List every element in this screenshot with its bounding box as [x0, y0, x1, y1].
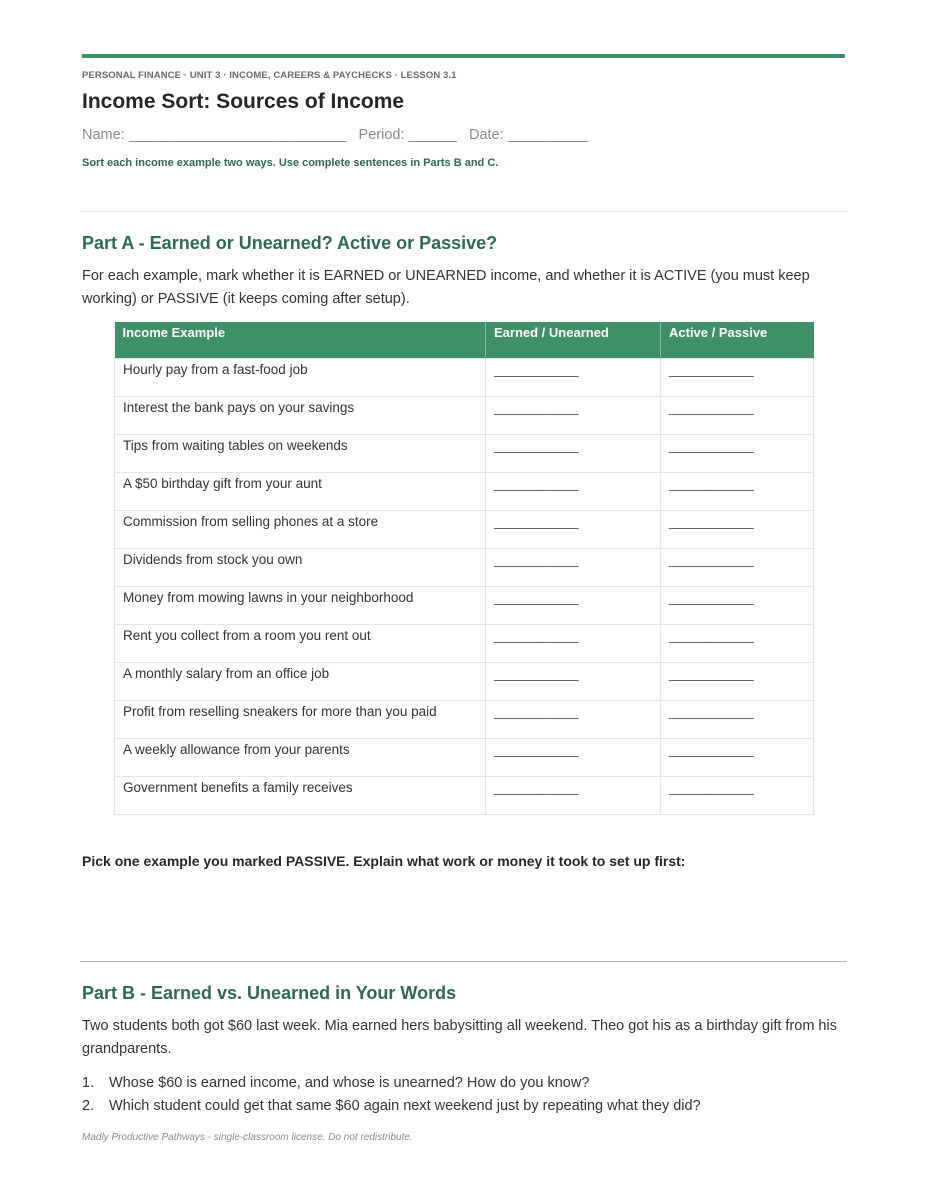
active-passive-blank[interactable]: ____________ — [661, 587, 814, 625]
page-title: Income Sort: Sources of Income — [82, 90, 405, 113]
table-row — [115, 473, 814, 511]
license-footer: Madly Productive Pathways - single-classroom license. Do not redistribute. — [82, 1132, 413, 1143]
active-passive-blank[interactable]: ____________ — [661, 625, 814, 663]
question-number: 1. — [82, 1075, 95, 1091]
column-header-earned-unearned: Earned / Unearned — [486, 322, 661, 359]
earned-unearned-blank[interactable]: ____________ — [486, 435, 661, 473]
income-example: A weekly allowance from your parents — [115, 739, 486, 777]
active-passive-blank[interactable]: ____________ — [661, 359, 814, 397]
income-example: A $50 birthday gift from your aunt — [115, 473, 486, 511]
list-item — [82, 1072, 842, 1095]
earned-unearned-blank[interactable]: ____________ — [486, 549, 661, 587]
income-example: Hourly pay from a fast-food job — [115, 359, 486, 397]
table-row — [115, 701, 814, 739]
earned-unearned-blank[interactable]: ____________ — [486, 739, 661, 777]
part-b-heading: Part B - Earned vs. Unearned in Your Words — [82, 983, 457, 1003]
active-passive-blank[interactable]: ____________ — [661, 397, 814, 435]
table-header-row — [115, 322, 814, 359]
active-passive-blank[interactable]: ____________ — [661, 777, 814, 815]
table-row — [115, 435, 814, 473]
table-row — [115, 663, 814, 701]
earned-unearned-blank[interactable]: ____________ — [486, 701, 661, 739]
table-row — [115, 359, 814, 397]
active-passive-blank[interactable]: ____________ — [661, 511, 814, 549]
earned-unearned-blank[interactable]: ____________ — [486, 587, 661, 625]
income-example: A monthly salary from an office job — [115, 663, 486, 701]
active-passive-blank[interactable]: ____________ — [661, 549, 814, 587]
income-example: Dividends from stock you own — [115, 549, 486, 587]
income-example: Money from mowing lawns in your neighborhood — [115, 587, 486, 625]
income-example: Interest the bank pays on your savings — [115, 397, 486, 435]
active-passive-blank[interactable]: ____________ — [661, 473, 814, 511]
earned-unearned-blank[interactable]: ____________ — [486, 473, 661, 511]
earned-unearned-blank[interactable]: ____________ — [486, 511, 661, 549]
income-example: Rent you collect from a room you rent out — [115, 625, 486, 663]
table-row — [115, 549, 814, 587]
part-b-questions — [82, 1072, 842, 1118]
income-sort-table — [114, 322, 814, 815]
worksheet-instructions: Sort each income example two ways. Use complete sentences in Parts B and C. — [82, 157, 499, 169]
table-row — [115, 397, 814, 435]
table-row — [115, 739, 814, 777]
course-breadcrumb: PERSONAL FINANCE · UNIT 3 · INCOME, CAREERS & PAYCHECKS · LESSON 3.1 — [82, 70, 457, 81]
question-text: Whose $60 is earned income, and whose is unearned? How do you know? — [109, 1075, 590, 1091]
table-row — [115, 777, 814, 815]
column-header-active-passive: Active / Passive — [661, 322, 814, 359]
header-accent-bar — [82, 54, 845, 58]
active-passive-blank[interactable]: ____________ — [661, 701, 814, 739]
part-b-intro: Two students both got $60 last week. Mia earned hers babysitting all weekend. Theo got his as a birthday gift from his grandparents. — [82, 1018, 837, 1057]
income-example: Government benefits a family receives — [115, 777, 486, 815]
income-example: Tips from waiting tables on weekends — [115, 435, 486, 473]
earned-unearned-blank[interactable]: ____________ — [486, 663, 661, 701]
income-example: Profit from reselling sneakers for more than you paid — [115, 701, 486, 739]
question-text: Which student could get that same $60 again next weekend just by repeating what they did? — [109, 1098, 701, 1114]
active-passive-blank[interactable]: ____________ — [661, 739, 814, 777]
question-number: 2. — [82, 1098, 95, 1114]
earned-unearned-blank[interactable]: ____________ — [486, 625, 661, 663]
earned-unearned-blank[interactable]: ____________ — [486, 397, 661, 435]
section-divider — [80, 211, 847, 212]
part-a-heading: Part A - Earned or Unearned? Active or Passive? — [82, 233, 498, 253]
column-header-example: Income Example — [115, 322, 486, 359]
table-row — [115, 511, 814, 549]
table-row — [115, 625, 814, 663]
student-info-line: Name: ___________________________ Period: ______ Date: __________ — [82, 127, 589, 143]
list-item — [82, 1095, 842, 1118]
active-passive-blank[interactable]: ____________ — [661, 435, 814, 473]
passive-explanation-prompt: Pick one example you marked PASSIVE. Explain what work or money it took to set up first: — [82, 853, 686, 869]
active-passive-blank[interactable]: ____________ — [661, 663, 814, 701]
income-example: Commission from selling phones at a store — [115, 511, 486, 549]
earned-unearned-blank[interactable]: ____________ — [486, 777, 661, 815]
table-row — [115, 587, 814, 625]
earned-unearned-blank[interactable]: ____________ — [486, 359, 661, 397]
part-a-intro: For each example, mark whether it is EARNED or UNEARNED income, and whether it is ACTIVE (you must keep working) or PASSIVE (it keeps coming after setup). — [82, 268, 810, 307]
section-divider — [80, 961, 847, 962]
